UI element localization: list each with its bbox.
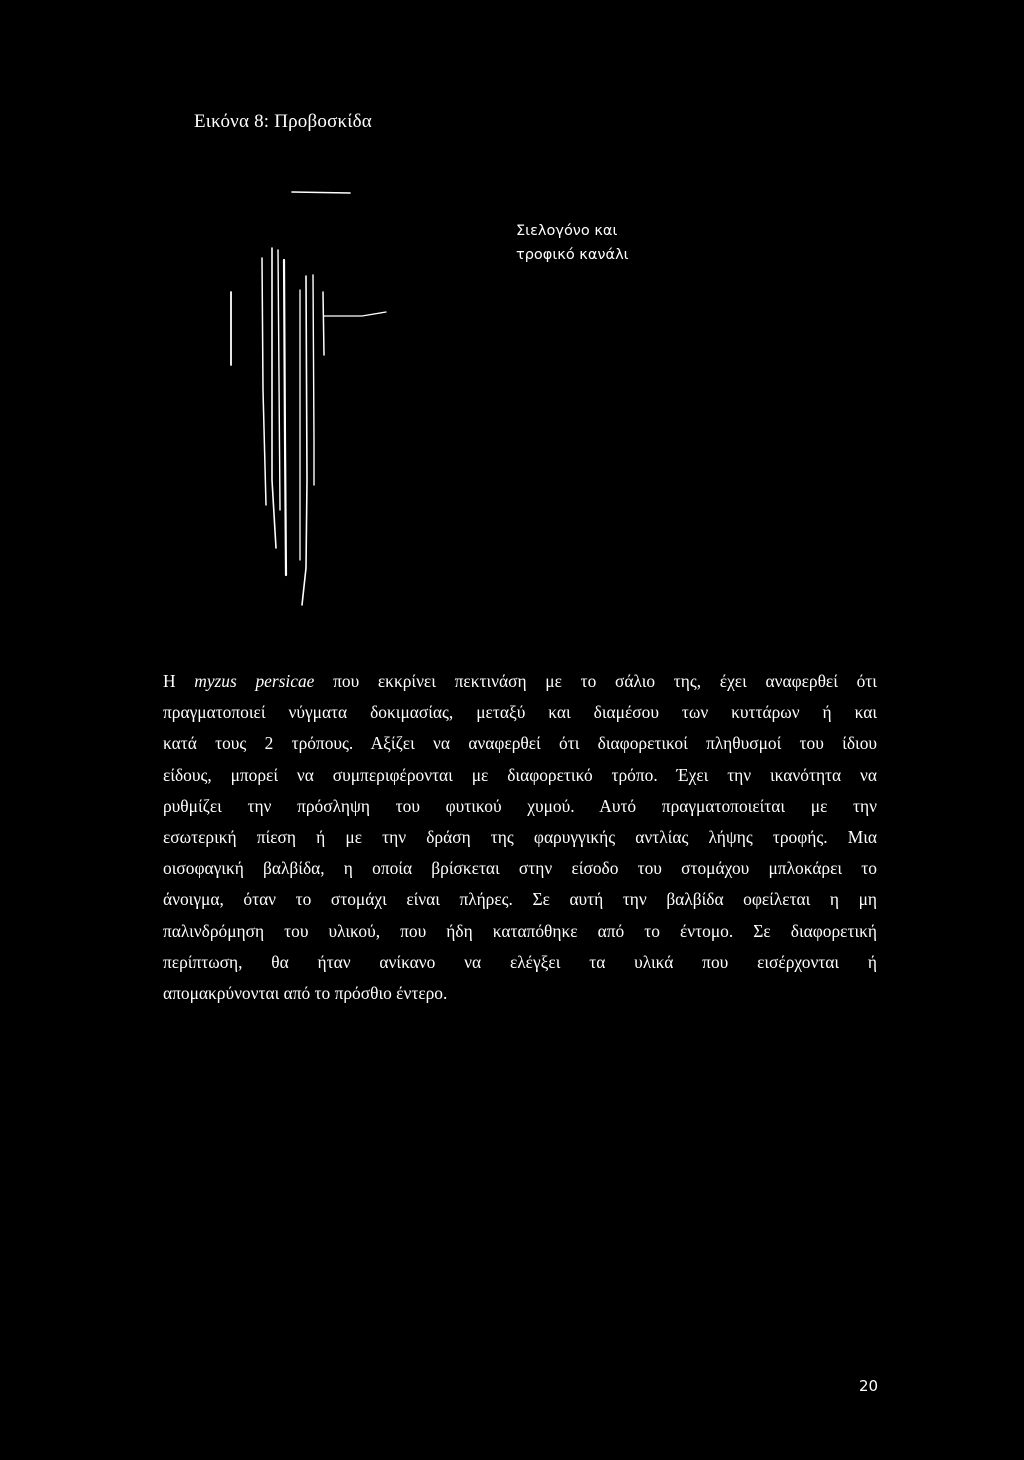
paragraph-line: άνοιγμα, όταν το στομάχι είναι πλήρες. Σε αυτή την βαλβίδα οφείλεται η μη — [163, 889, 877, 910]
paragraph-line: περίπτωση, θα ήταν ανίκανο να ελέγξει τα υλικά που εισέρχονται ή — [163, 951, 877, 972]
proboscis-figure — [200, 180, 420, 620]
paragraph-line: είδους, μπορεί να συμπεριφέρονται με διαφορετικό τρόπο. Έχει την ικανότητα να — [163, 764, 877, 785]
paragraph-line: Η myzus persicae που εκκρίνει πεκτινάση με το σάλιο της, έχει αναφερθεί ότι — [163, 671, 877, 691]
paragraph-line: ρυθμίζει την πρόσληψη του φυτικού χυμού. Αυτό πραγματοποιείται με την — [163, 795, 877, 816]
paragraph-line: απομακρύνονται από το πρόσθιο έντερο. — [163, 983, 448, 1004]
paragraph-line: πραγματοποιεί νύγματα δοκιμασίας, μεταξύ και διαμέσου των κυττάρων ή και — [163, 702, 877, 723]
body-paragraph — [163, 666, 877, 1009]
species-name: myzus persicae — [194, 671, 315, 691]
paragraph-line: παλινδρόμηση του υλικού, που ήδη καταπόθηκε από το έντομο. Σε διαφορετική — [163, 920, 877, 941]
paragraph-line: οισοφαγική βαλβίδα, η οποία βρίσκεται στην είσοδο του στομάχου μπλοκάρει το — [163, 858, 877, 879]
paragraph-line: κατά τους 2 τρόπους. Αξίζει να αναφερθεί ότι διαφορετικοί πληθυσμοί του ίδιου — [163, 733, 877, 754]
annotation-line-2: τροφικό κανάλι — [516, 247, 629, 263]
figure-caption: Εικόνα 8: Προβοσκίδα — [194, 111, 372, 132]
paragraph-line: εσωτερική πίεση ή με την δράση της φαρυγγικής αντλίας λήψης τροφής. Μια — [163, 827, 877, 848]
figure-annotation — [516, 219, 629, 267]
annotation-line-1: Σιελογόνο και — [516, 223, 618, 239]
page-number: 20 — [859, 1377, 879, 1395]
proboscis-drawing — [200, 180, 420, 620]
